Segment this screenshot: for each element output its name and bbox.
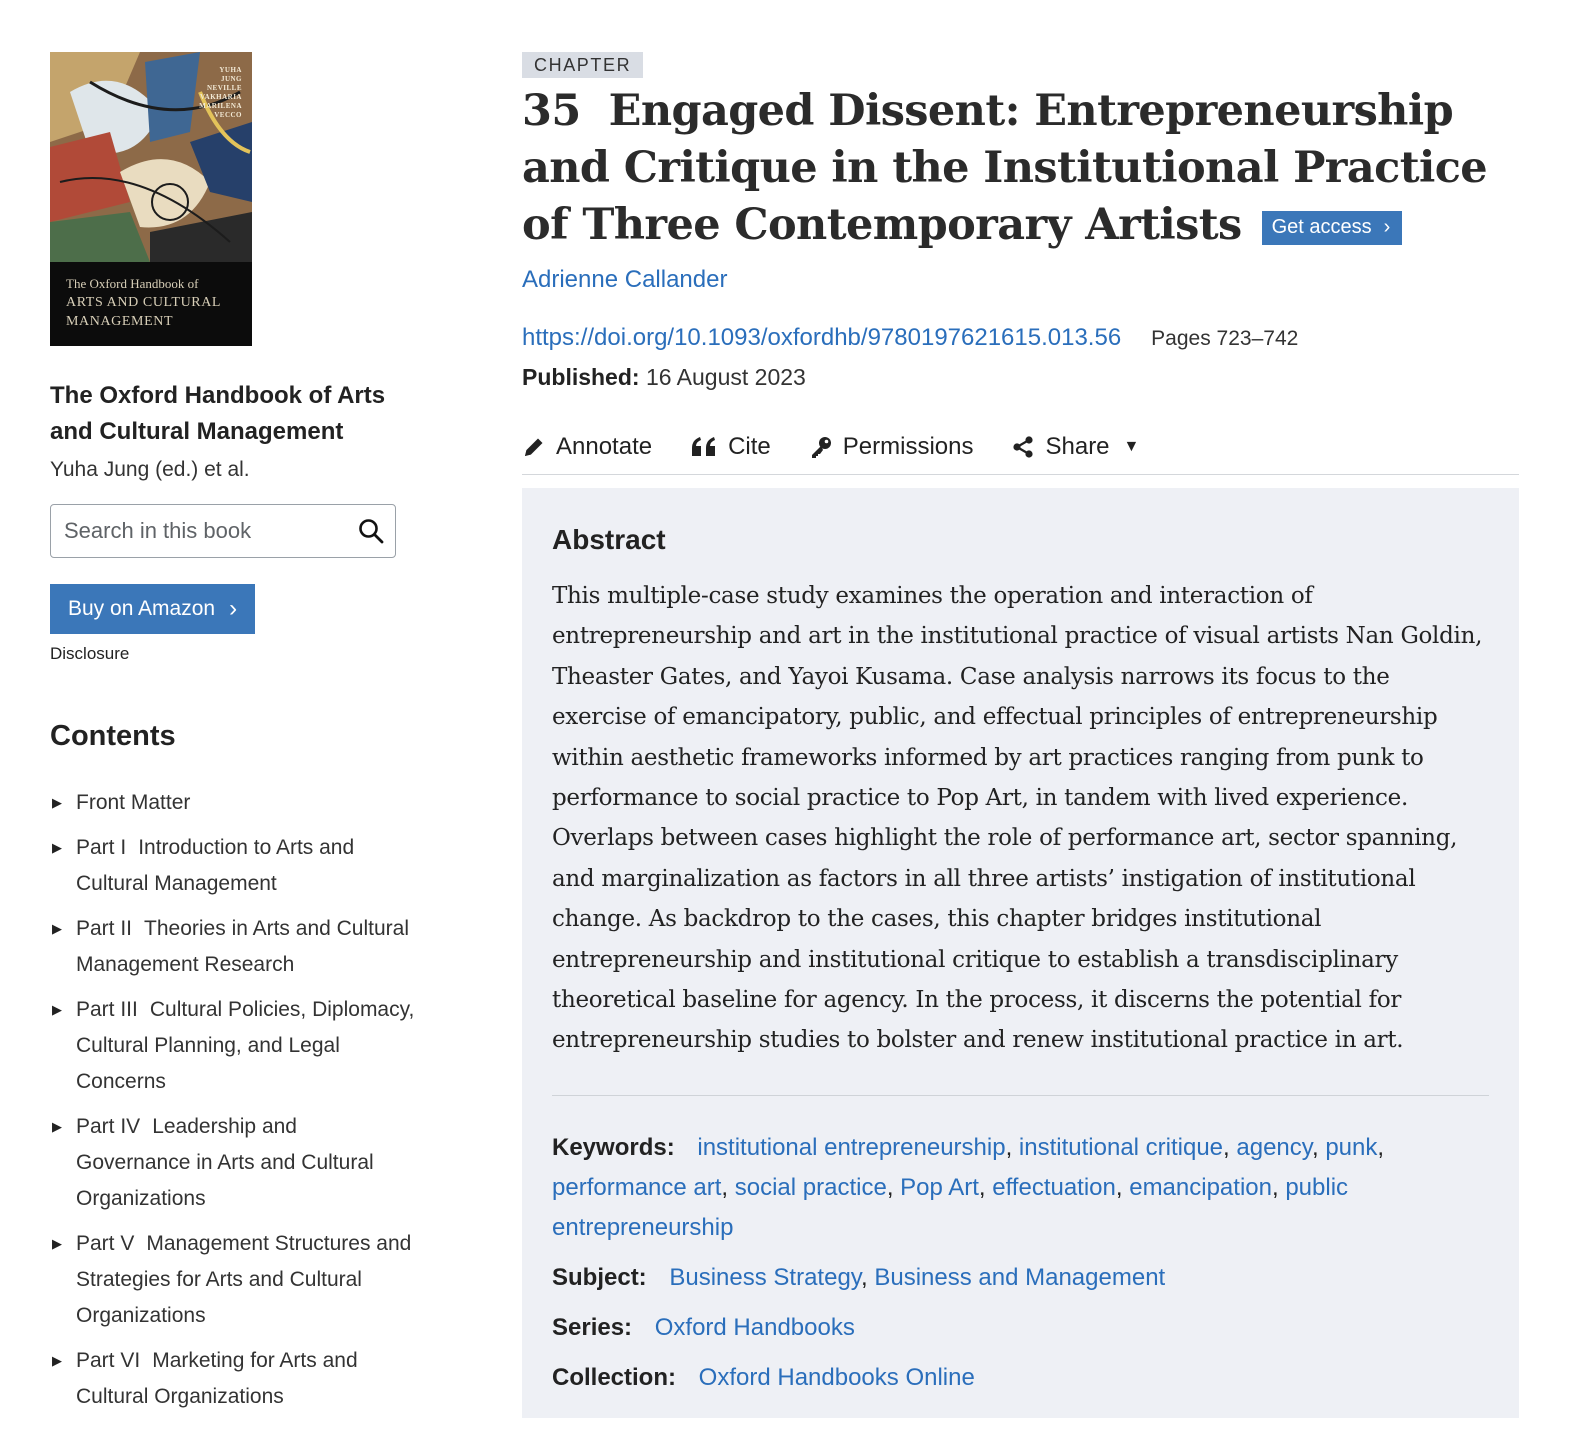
toc-item-label: Leadership and Governance in Arts and Cultural Organizations [76,1115,374,1210]
keywords-label: Keywords: [552,1133,675,1161]
toc-item-label: Marketing for Arts and Cultural Organizations [76,1349,358,1408]
toc-item-label: Cultural Policies, Diplomacy, Cultural Planning, and Legal Concerns [76,998,415,1093]
cite-button[interactable] [690,433,771,461]
published-date [522,364,1519,391]
toc-item[interactable] [50,1343,416,1415]
subject-label: Subject: [552,1263,647,1291]
abstract-heading: Abstract [552,524,666,555]
keyword-link[interactable]: public entrepreneurship [552,1173,1349,1241]
toc-item-number: Part IV [76,1115,141,1138]
toc-item[interactable] [50,830,416,902]
search-icon[interactable] [358,518,384,544]
abstract-divider [552,1095,1489,1096]
disclosure-link[interactable]: Disclosure [50,644,130,663]
chapter-title [522,83,1519,254]
contents-heading: Contents [50,720,176,752]
toc-item-number: Part VI [76,1349,141,1372]
expand-triangle-icon[interactable]: ▶ [52,1119,62,1134]
keyword-link[interactable]: institutional entrepreneurship [697,1133,1006,1161]
cite-label: Cite [728,433,771,460]
page-range: Pages 723–742 [1151,327,1299,350]
keyword-link[interactable]: social practice [734,1173,887,1201]
caret-down-icon: ▼ [1123,438,1140,455]
toc-item-label: Management Structures and Strategies for Arts and Cultural Organizations [76,1232,412,1327]
quote-icon [690,436,718,458]
keyword-link[interactable]: Pop Art [900,1173,979,1201]
toc-item-label: Front Matter [76,791,191,814]
collection-row [552,1358,1489,1398]
keyword-link[interactable]: institutional critique [1018,1133,1224,1161]
toc-item-label: Introduction to Arts and Cultural Management [76,836,355,895]
cover-title-line: The Oxford Handbook of [66,276,199,291]
chapter-badge: CHAPTER [522,52,643,78]
subject-link[interactable]: Business Strategy [669,1263,862,1291]
book-sidebar [50,52,415,1424]
subject-row: Subject: Business Strategy, Business and Management [552,1263,1166,1291]
chapter-toolbar [522,433,1519,475]
collection-label: Collection: [552,1363,676,1391]
annotate-button[interactable] [522,433,652,461]
annotate-label: Annotate [556,433,653,460]
toc-item-number: Part V [76,1232,135,1255]
published-value: 16 August 2023 [645,364,806,390]
keyword-link[interactable]: punk [1325,1133,1378,1161]
cover-title-line: ARTS AND CULTURAL [66,295,222,310]
chapter-title-text: Engaged Dissent: Entrepreneurship and Critique in the Institutional Practice of Three Contemporary Artists [522,86,1488,250]
buy-button-label: Buy on Amazon [68,597,216,620]
chapter-main [522,52,1519,1418]
toc-item[interactable] [50,992,416,1100]
chapter-number: 35 [522,86,581,136]
keyword-link[interactable]: effectuation [992,1173,1116,1201]
toc-item[interactable] [50,1226,416,1334]
expand-triangle-icon[interactable]: ▶ [52,1353,62,1368]
table-of-contents [50,785,415,1415]
expand-triangle-icon[interactable]: ▶ [52,795,62,810]
permissions-button[interactable] [809,433,974,461]
get-access-label: Get access [1271,216,1372,238]
abstract-text: This multiple-case study examines the operation and interaction of entrepreneurship and art in the institutional practice of visual artists Nan Goldin, Theaster Gates, and Yayoi Kusama. Case analysis narrows its focus to the exercise of emancipatory, public, and effectual principles of entrepreneurship within aesthetic frameworks informed by art practices ranging from punk to performance to social practice to Pop Art, in tandem with lived experience. Overlaps between cases highlight the role of performance art, sector spanning, and marginalization as factors in all three artists’ instigation of institutional change. As backdrop to the cases, this chapter bridges institutional entrepreneurship and institutional critique to establish a transdisciplinary theoretical baseline for agency. In the process, it discerns the potential for entrepreneurship studies to bolster and renew institutional practice in art. [552,583,1483,1054]
cover-title-line: MANAGEMENT [66,314,174,329]
series-row [552,1308,1489,1348]
chevron-right-icon: › [229,595,238,622]
book-title[interactable]: The Oxford Handbook of Arts and Cultural Management [50,382,386,445]
pencil-icon [522,435,546,459]
expand-triangle-icon[interactable]: ▶ [52,921,62,936]
book-editors: Yuha Jung (ed.) et al. [50,458,250,481]
get-access-button[interactable] [1262,211,1403,245]
toc-item[interactable] [50,911,416,983]
toc-item-label: Theories in Arts and Cultural Management Research [76,917,409,976]
buy-on-amazon-button[interactable] [50,584,255,634]
book-search [50,504,396,558]
keywords-row: Keywords: institutional entrepreneurship, institutional critique, agency, punk, performance art, social practice, Pop Art, effectuation, emancipation, public entrepreneurship [552,1133,1385,1241]
doi-link[interactable]: https://doi.org/10.1093/oxfordhb/9780197621615.013.56 [522,324,1122,351]
share-button[interactable] [1011,433,1139,461]
toc-item[interactable] [50,1109,416,1217]
cover-editors: YUHA JUNG NEVILLE VAKHARIA MARILENA VECCO [199,66,242,119]
series-label: Series: [552,1313,633,1341]
toc-item[interactable] [50,785,416,821]
series-link[interactable]: Oxford Handbooks [654,1313,855,1341]
key-icon [809,435,833,459]
collection-link[interactable]: Oxford Handbooks Online [698,1363,975,1391]
toc-item-number: Part II [76,917,133,940]
chevron-right-icon: › [1383,216,1391,238]
share-label: Share [1045,433,1110,460]
doi-row [522,324,1519,352]
author-name[interactable]: Adrienne Callander [522,266,728,293]
expand-triangle-icon[interactable]: ▶ [52,840,62,855]
keyword-link[interactable]: performance art [552,1173,722,1201]
expand-triangle-icon[interactable]: ▶ [52,1002,62,1017]
keyword-link[interactable]: agency [1236,1133,1312,1161]
toc-item-number: Part I [76,836,127,859]
author-link[interactable] [522,266,1519,294]
cover-title [66,274,246,331]
share-icon [1011,435,1035,459]
toc-item-number: Part III [76,998,138,1021]
permissions-label: Permissions [842,433,974,460]
keyword-link[interactable]: emancipation [1129,1173,1272,1201]
cover-title-band [50,262,252,346]
abstract-panel [522,488,1519,1418]
published-label: Published: [522,364,640,390]
subject-link[interactable]: Business and Management [874,1263,1166,1291]
book-cover-image[interactable] [50,52,252,346]
expand-triangle-icon[interactable]: ▶ [52,1236,62,1251]
search-input[interactable] [64,517,344,545]
